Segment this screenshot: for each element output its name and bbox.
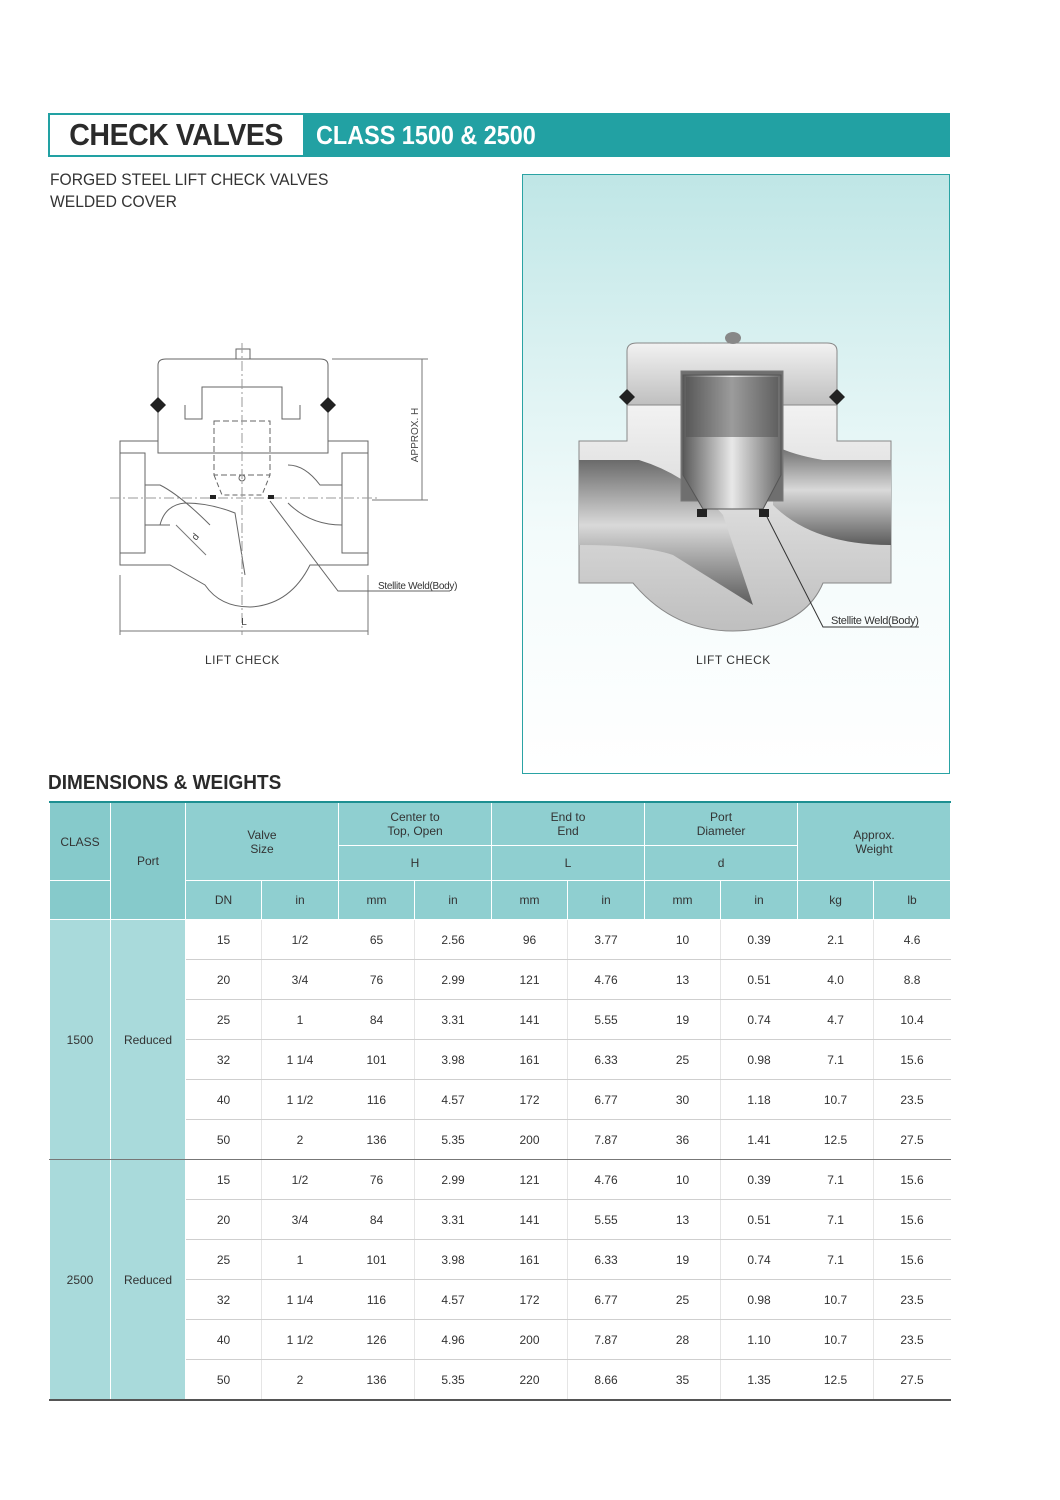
table-cell: 1 1/2	[262, 1080, 339, 1120]
table-cell: 7.1	[798, 1040, 874, 1080]
table-cell: 2.56	[415, 920, 492, 960]
unit-header: mm	[339, 881, 415, 920]
table-cell: 23.5	[874, 1320, 951, 1360]
table-cell: 25	[645, 1280, 721, 1320]
header-class: CLASS	[50, 802, 111, 881]
class-cell: 1500	[50, 920, 111, 1160]
table-cell: 50	[186, 1360, 262, 1401]
table-cell: 0.51	[721, 1200, 798, 1240]
header-title-box	[48, 113, 305, 157]
table-cell: 5.35	[415, 1120, 492, 1160]
table-cell: 116	[339, 1280, 415, 1320]
table-cell: 10.7	[798, 1080, 874, 1120]
table-cell: 19	[645, 1000, 721, 1040]
table-cell: 7.1	[798, 1200, 874, 1240]
table-cell: 4.7	[798, 1000, 874, 1040]
table-cell: 76	[339, 960, 415, 1000]
table-cell: 2	[262, 1360, 339, 1401]
header-center-top: Center to Top, Open	[339, 802, 492, 846]
class-cell: 2500	[50, 1160, 111, 1401]
table-cell: 1/2	[262, 920, 339, 960]
table-cell: 1/2	[262, 1160, 339, 1200]
table-cell: 25	[186, 1000, 262, 1040]
table-cell: 3/4	[262, 960, 339, 1000]
table-cell: 0.51	[721, 960, 798, 1000]
table-cell: 27.5	[874, 1120, 951, 1160]
table-cell: 8.8	[874, 960, 951, 1000]
table-cell: 4.0	[798, 960, 874, 1000]
table-cell: 6.77	[568, 1080, 645, 1120]
table-row	[50, 1080, 951, 1120]
table-cell: 2	[262, 1120, 339, 1160]
table-cell: 121	[492, 1160, 568, 1200]
table-cell: 3.98	[415, 1240, 492, 1280]
table-cell: 1.18	[721, 1080, 798, 1120]
table-cell: 3.31	[415, 1200, 492, 1240]
table-cell: 50	[186, 1120, 262, 1160]
table-cell: 1 1/4	[262, 1040, 339, 1080]
table-cell: 0.39	[721, 1160, 798, 1200]
table-cell: 32	[186, 1280, 262, 1320]
table-cell: 4.76	[568, 1160, 645, 1200]
cutaway-render-panel	[522, 174, 950, 774]
unit-header: mm	[645, 881, 721, 920]
table-cell: 200	[492, 1120, 568, 1160]
unit-header: in	[262, 881, 339, 920]
table-cell: 0.98	[721, 1280, 798, 1320]
unit-header: in	[415, 881, 492, 920]
table-row	[50, 1120, 951, 1160]
section-title: DIMENSIONS & WEIGHTS	[48, 772, 282, 794]
table-cell: 7.87	[568, 1320, 645, 1360]
table-cell: 2.1	[798, 920, 874, 960]
table-cell: 3.77	[568, 920, 645, 960]
table-cell: 84	[339, 1000, 415, 1040]
table-cell: 1.41	[721, 1120, 798, 1160]
table-cell: 6.77	[568, 1280, 645, 1320]
table-cell: 0.74	[721, 1000, 798, 1040]
dimensions-table	[49, 801, 951, 1401]
table-cell: 1	[262, 1240, 339, 1280]
render-caption: LIFT CHECK	[696, 653, 771, 667]
table-cell: 65	[339, 920, 415, 960]
table-row	[50, 1240, 951, 1280]
table-row	[50, 1040, 951, 1080]
table-cell: 4.57	[415, 1280, 492, 1320]
table-cell: 172	[492, 1080, 568, 1120]
table-cell: 40	[186, 1080, 262, 1120]
table-cell: 116	[339, 1080, 415, 1120]
table-cell: 0.74	[721, 1240, 798, 1280]
table-cell: 13	[645, 1200, 721, 1240]
page-subtitle: CLASS 1500 & 2500	[316, 120, 536, 150]
header-approx-weight: Approx. Weight	[798, 802, 951, 881]
table-cell: 15.6	[874, 1040, 951, 1080]
table-row	[50, 1320, 951, 1360]
table-cell: 136	[339, 1360, 415, 1401]
header-symbol-d: d	[645, 846, 798, 881]
description-line-1: FORGED STEEL LIFT CHECK VALVES	[50, 170, 329, 189]
cutaway-render	[523, 175, 949, 773]
dim-h-label: APPROX. H	[410, 407, 421, 463]
table-row	[50, 1200, 951, 1240]
table-cell: 15.6	[874, 1160, 951, 1200]
table-cell: 32	[186, 1040, 262, 1080]
port-cell: Reduced	[111, 920, 186, 1160]
table-cell: 76	[339, 1160, 415, 1200]
table-cell: 3/4	[262, 1200, 339, 1240]
table-row	[50, 960, 951, 1000]
table-cell: 4.57	[415, 1080, 492, 1120]
drawing-caption: LIFT CHECK	[205, 653, 280, 667]
table-cell: 2.99	[415, 960, 492, 1000]
table-cell: 101	[339, 1240, 415, 1280]
unit-header: in	[721, 881, 798, 920]
table-cell: 15	[186, 920, 262, 960]
table-cell: 5.55	[568, 1200, 645, 1240]
header-bar	[48, 113, 950, 157]
table-cell: 5.35	[415, 1360, 492, 1401]
table-cell: 20	[186, 960, 262, 1000]
table-cell: 10.7	[798, 1320, 874, 1360]
table-cell: 136	[339, 1120, 415, 1160]
header-port: Port	[111, 802, 186, 920]
header-symbol-h: H	[339, 846, 492, 881]
table-cell: 161	[492, 1240, 568, 1280]
header-port-diameter: Port Diameter	[645, 802, 798, 846]
table-row	[50, 1000, 951, 1040]
table-cell: 10	[645, 1160, 721, 1200]
table-cell: 23.5	[874, 1280, 951, 1320]
header-symbol-l: L	[492, 846, 645, 881]
table-cell: 4.6	[874, 920, 951, 960]
table-cell: 25	[186, 1240, 262, 1280]
port-cell: Reduced	[111, 1160, 186, 1401]
table-cell: 4.96	[415, 1320, 492, 1360]
table-cell: 121	[492, 960, 568, 1000]
table-cell: 8.66	[568, 1360, 645, 1401]
unit-header: DN	[186, 881, 262, 920]
table-row	[50, 920, 951, 960]
description-line-2: WELDED COVER	[50, 192, 177, 211]
header-valve-size: Valve Size	[186, 802, 339, 881]
table-cell: 4.76	[568, 960, 645, 1000]
table-cell: 200	[492, 1320, 568, 1360]
table-cell: 15.6	[874, 1240, 951, 1280]
table-cell: 28	[645, 1320, 721, 1360]
lift-check-drawing	[110, 335, 470, 645]
table-cell: 10	[645, 920, 721, 960]
table-cell: 101	[339, 1040, 415, 1080]
dim-l-label: L	[241, 617, 247, 628]
table-row	[50, 1160, 951, 1200]
table-cell: 27.5	[874, 1360, 951, 1401]
table-cell: 1 1/2	[262, 1320, 339, 1360]
header-end-to-end: End to End	[492, 802, 645, 846]
table-cell: 20	[186, 1200, 262, 1240]
table-cell: 141	[492, 1200, 568, 1240]
table-cell: 220	[492, 1360, 568, 1401]
unit-header: lb	[874, 881, 951, 920]
table-cell: 3.31	[415, 1000, 492, 1040]
table-cell: 161	[492, 1040, 568, 1080]
table-cell: 10.4	[874, 1000, 951, 1040]
table-cell: 1.35	[721, 1360, 798, 1401]
table-cell: 3.98	[415, 1040, 492, 1080]
table-cell: 1	[262, 1000, 339, 1040]
page-title: CHECK VALVES	[69, 117, 284, 152]
table-cell: 6.33	[568, 1240, 645, 1280]
table-cell: 35	[645, 1360, 721, 1401]
table-cell: 25	[645, 1040, 721, 1080]
header-class-spacer	[50, 881, 111, 920]
table-cell: 7.1	[798, 1240, 874, 1280]
unit-header: kg	[798, 881, 874, 920]
table-cell: 15	[186, 1160, 262, 1200]
table-row	[50, 1360, 951, 1401]
table-cell: 12.5	[798, 1360, 874, 1401]
table-cell: 7.1	[798, 1160, 874, 1200]
table-cell: 84	[339, 1200, 415, 1240]
table-cell: 19	[645, 1240, 721, 1280]
table-cell: 126	[339, 1320, 415, 1360]
table-cell: 6.33	[568, 1040, 645, 1080]
render-weld-label: Stellite Weld(Body)	[831, 615, 919, 627]
table-cell: 30	[645, 1080, 721, 1120]
table-cell: 96	[492, 920, 568, 960]
table-cell: 172	[492, 1280, 568, 1320]
table-cell: 1 1/4	[262, 1280, 339, 1320]
table-cell: 0.98	[721, 1040, 798, 1080]
table-cell: 40	[186, 1320, 262, 1360]
table-cell: 1.10	[721, 1320, 798, 1360]
dimensions-table-body	[50, 920, 951, 1401]
unit-header: mm	[492, 881, 568, 920]
table-cell: 10.7	[798, 1280, 874, 1320]
dim-d-label: d	[189, 531, 202, 543]
table-cell: 0.39	[721, 920, 798, 960]
table-cell: 5.55	[568, 1000, 645, 1040]
table-row	[50, 1280, 951, 1320]
table-cell: 23.5	[874, 1080, 951, 1120]
unit-header: in	[568, 881, 645, 920]
table-cell: 15.6	[874, 1200, 951, 1240]
table-cell: 2.99	[415, 1160, 492, 1200]
drawing-weld-label: Stellite Weld(Body)	[378, 581, 458, 592]
table-cell: 13	[645, 960, 721, 1000]
table-cell: 7.87	[568, 1120, 645, 1160]
table-cell: 36	[645, 1120, 721, 1160]
table-cell: 141	[492, 1000, 568, 1040]
table-cell: 12.5	[798, 1120, 874, 1160]
